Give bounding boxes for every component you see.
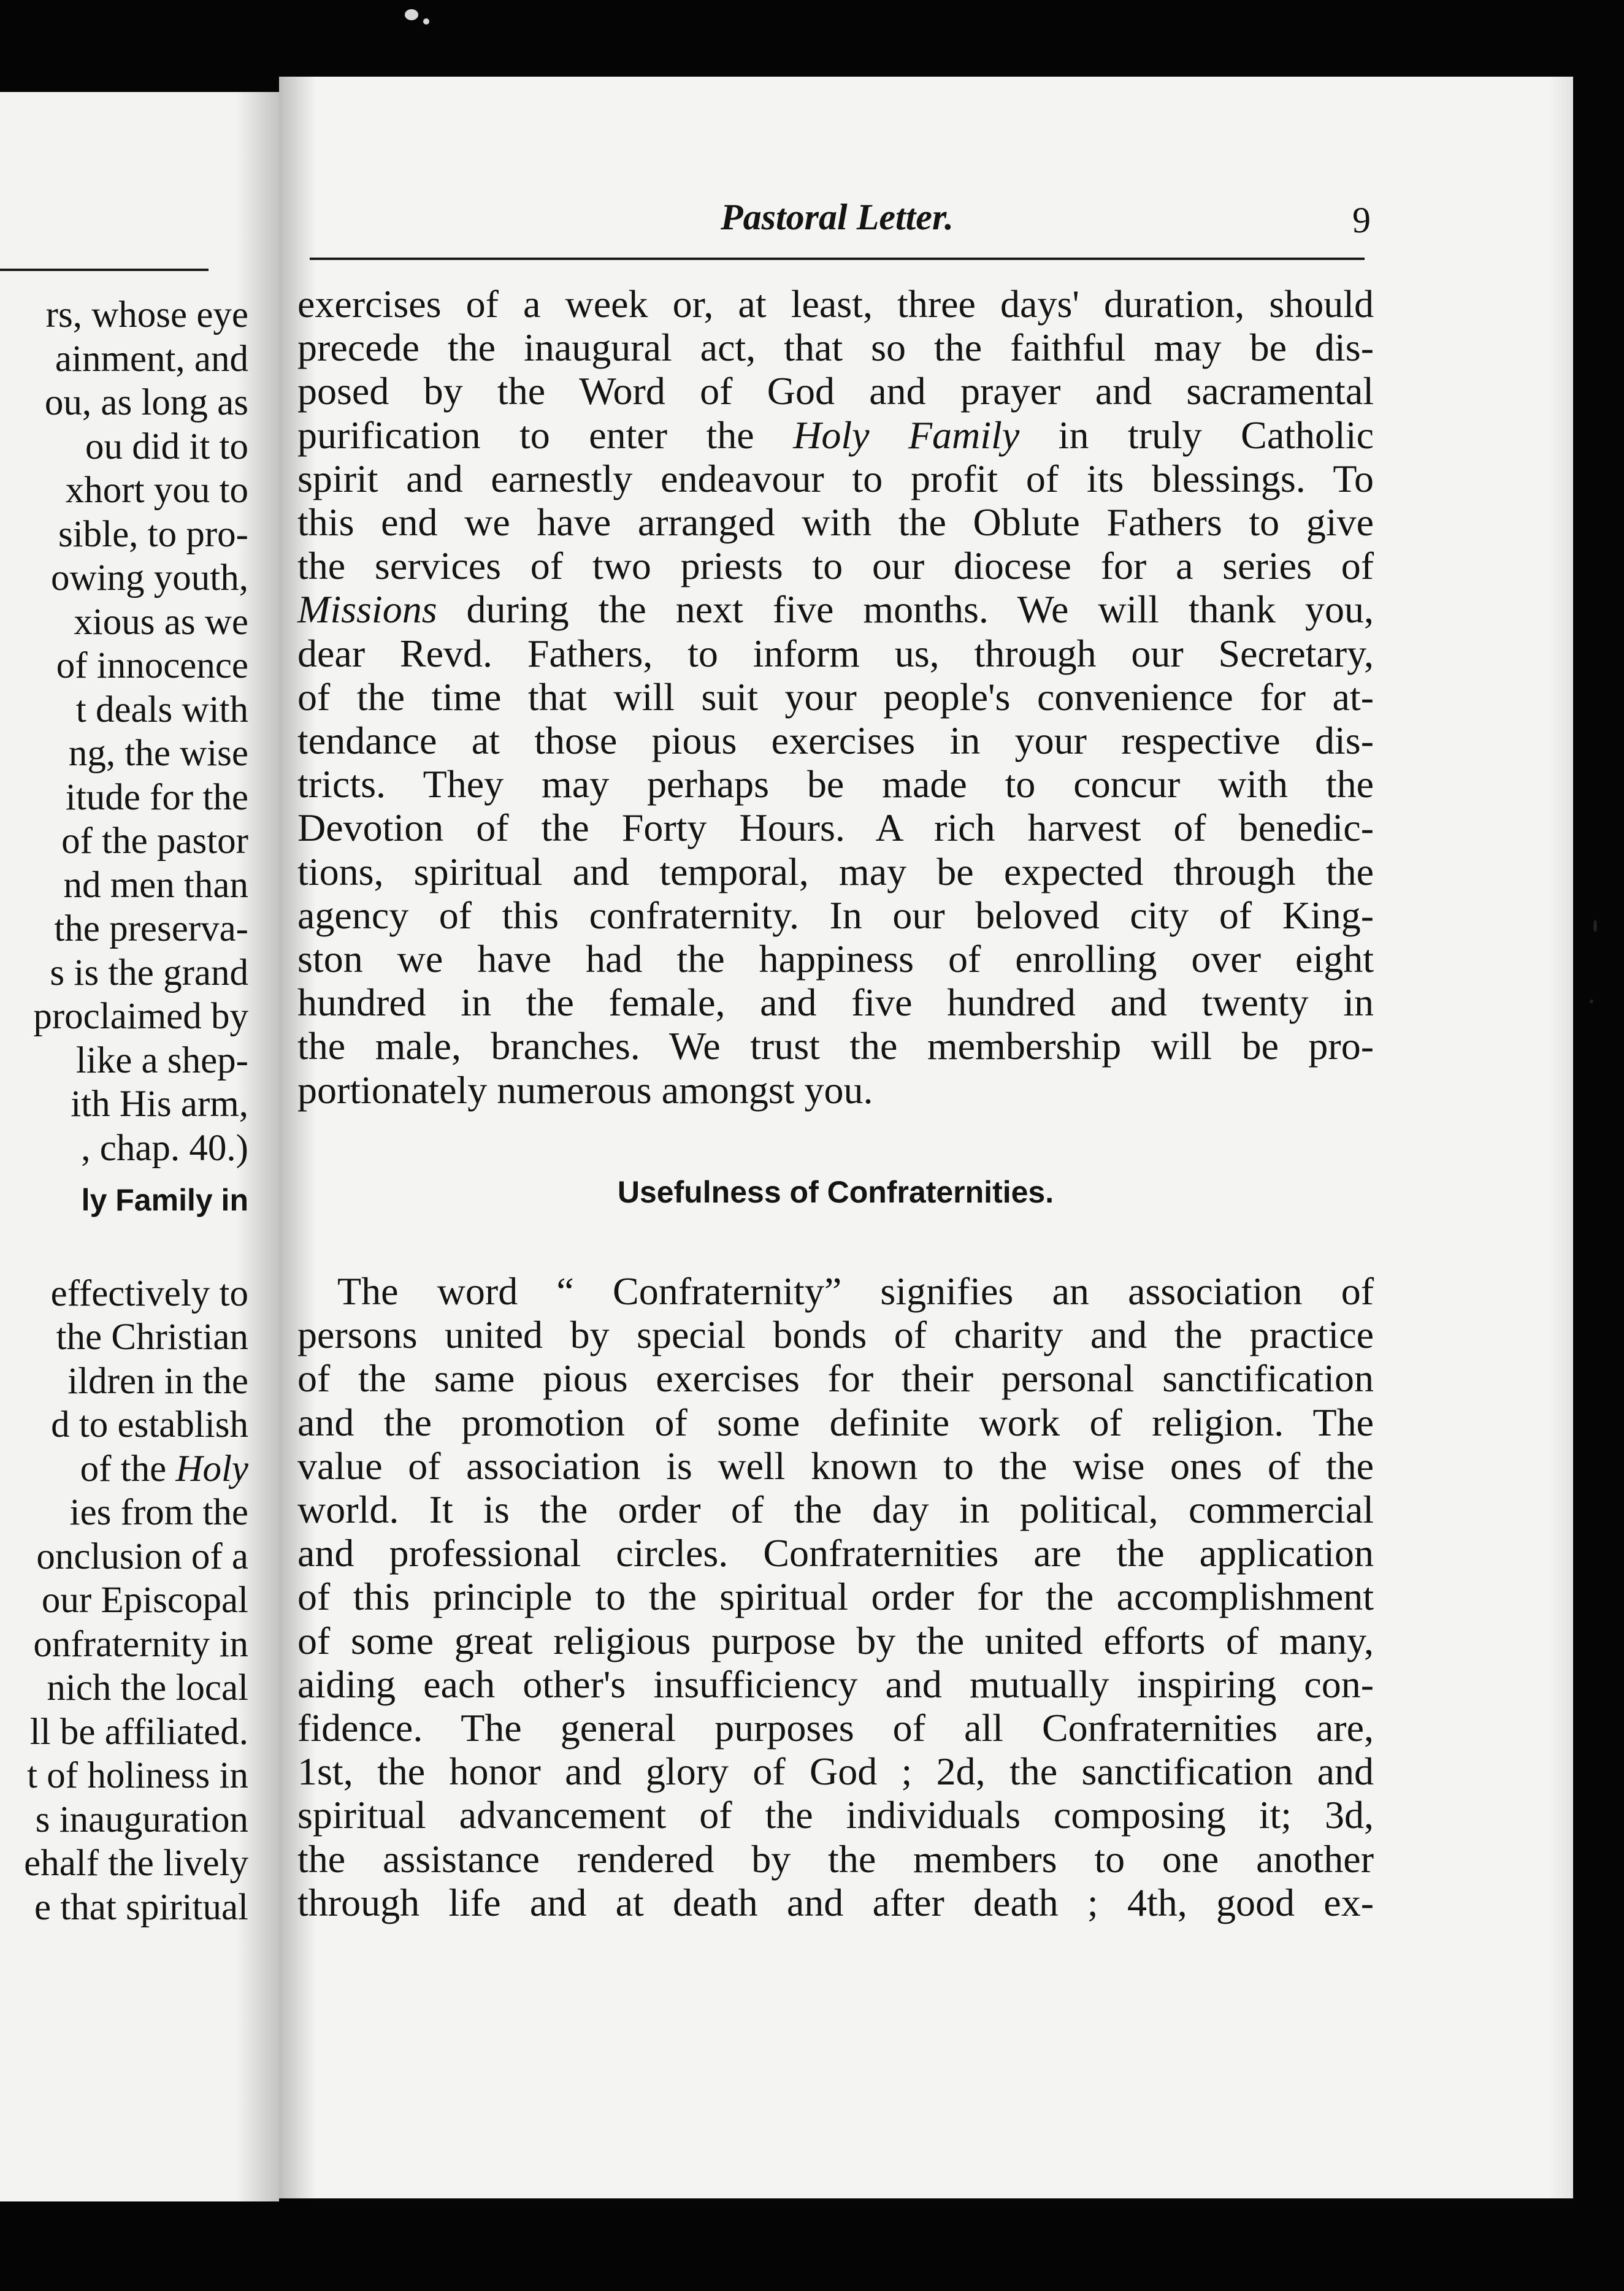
- text-line: 1st, the honor and glory of God ; 2d, the sanctification and: [297, 1750, 1374, 1794]
- scan-speck: [1593, 920, 1597, 932]
- page-9: [279, 77, 1573, 2198]
- page-number: 9: [1352, 200, 1371, 240]
- text-line: and professional circles. Confraternities are the application: [297, 1531, 1374, 1575]
- left-line: xious as we: [74, 601, 248, 643]
- left-line: onclusion of a: [36, 1536, 248, 1577]
- left-line: ll be affiliated.: [29, 1711, 248, 1753]
- text-line: Missions during the next five months. We will thank you,: [297, 587, 1374, 632]
- text-line: aiding each other's insufficiency and mutually inspiring con-: [297, 1662, 1374, 1706]
- text-line: spiritual advancement of the individuals composing it; 3d,: [297, 1793, 1374, 1837]
- left-line: proclaimed by: [33, 996, 248, 1037]
- text-line: tions, spiritual and temporal, may be expected through the: [297, 849, 1374, 893]
- text-line: portionately numerous amongst you.: [297, 1068, 873, 1112]
- text-line: of the same pious exercises for their personal sanctification: [297, 1356, 1374, 1401]
- text-line: of some great religious purpose by the united efforts of many,: [297, 1618, 1374, 1662]
- left-line: ies from the: [69, 1492, 248, 1533]
- header-rule: [310, 258, 1365, 260]
- text-line: posed by the Word of God and prayer and sacramental: [297, 369, 1374, 413]
- text-line: persons united by special bonds of charity and the practice: [297, 1313, 1374, 1357]
- text-line: dear Revd. Fathers, to inform us, through our Secretary,: [297, 631, 1374, 675]
- text-line: this end we have arranged with the Oblute Fathers to give: [297, 500, 1374, 545]
- text-line: fidence. The general purposes of all Confraternities are,: [297, 1706, 1374, 1750]
- left-line: the Christian: [56, 1317, 248, 1358]
- text-line: spirit and earnestly endeavour to profit of its blessings. To: [297, 456, 1374, 500]
- left-line: ou did it to: [85, 426, 248, 467]
- text-line: of this principle to the spiritual order for the accomplishment: [297, 1575, 1374, 1619]
- left-line: of innocence: [56, 645, 248, 686]
- text-line: Devotion of the Forty Hours. A rich harvest of benedic-: [297, 806, 1374, 850]
- left-line: like a shep-: [75, 1039, 248, 1081]
- left-line: ith His arm,: [71, 1084, 248, 1125]
- text-line: through life and at death and after death ; 4th, good ex-: [297, 1880, 1374, 1924]
- left-heading-gap: [0, 1223, 248, 1272]
- text-line: hundred in the female, and five hundred and twenty in: [297, 981, 1374, 1025]
- text-line: of the time that will suit your people's convenience for at-: [297, 675, 1374, 719]
- left-line: the preserva-: [54, 908, 248, 949]
- left-line: ildren in the: [67, 1360, 248, 1402]
- text-line: value of association is well known to the wise ones of the: [297, 1444, 1374, 1488]
- text-line: tricts. They may perhaps be made to concur with the: [297, 762, 1374, 806]
- text-line: the assistance rendered by the members to one another: [297, 1837, 1374, 1881]
- left-line: rs, whose eye: [45, 294, 248, 335]
- scan-speck: [1590, 1000, 1593, 1003]
- text-line: world. It is the order of the day in political, commercial: [297, 1488, 1374, 1532]
- left-page-text: [0, 293, 248, 1929]
- right-page-edge: [1549, 77, 1573, 2198]
- left-line: of the Holy: [80, 1448, 248, 1490]
- text-line: purification to enter the Holy Family in truly Catholic: [297, 413, 1374, 457]
- left-page-rule: [0, 269, 209, 271]
- left-line: of the pastor: [61, 820, 248, 862]
- text-line: ston we have had the happiness of enrolling over eight: [297, 937, 1374, 981]
- left-line: owing youth,: [51, 557, 248, 599]
- facing-page-left: [0, 92, 279, 2201]
- left-line: s inauguration: [35, 1799, 248, 1840]
- paragraph-missions: [297, 282, 1374, 1112]
- left-line: onfraternity in: [33, 1623, 248, 1665]
- left-line: sible, to pro-: [58, 513, 248, 555]
- text-line: agency of this confraternity. In our beloved city of King-: [297, 893, 1374, 937]
- left-line: t deals with: [75, 689, 248, 730]
- left-line: , chap. 40.): [81, 1127, 248, 1169]
- left-line: effectively to: [50, 1272, 248, 1314]
- text-line: the services of two priests to our diocese for a series of: [297, 544, 1374, 588]
- text-line: exercises of a week or, at least, three days' duration, should: [297, 282, 1374, 326]
- left-line: ainment, and: [55, 338, 248, 380]
- scan-speck: [405, 9, 418, 20]
- text-line: The word “ Confraternity” signifies an association of: [337, 1269, 1374, 1313]
- left-line: nd men than: [63, 864, 248, 906]
- left-line: nich the local: [47, 1667, 248, 1708]
- left-line: xhort you to: [65, 470, 248, 511]
- text-line: tendance at those pious exercises in your respective dis-: [297, 719, 1374, 763]
- left-section-heading: ly Family in: [81, 1183, 248, 1217]
- scan-speck: [423, 18, 429, 25]
- paragraph-confraternity: [297, 1269, 1374, 1924]
- text-line: precede the inaugural act, that so the faithful may be dis-: [297, 326, 1374, 370]
- left-line: t of holiness in: [27, 1755, 248, 1796]
- left-line: ng, the wise: [68, 733, 248, 774]
- text-line: the male, branches. We trust the membership will be pro-: [297, 1024, 1374, 1068]
- left-line: d to establish: [51, 1404, 248, 1445]
- text-line: and the promotion of some definite work of religion. The: [297, 1400, 1374, 1444]
- section-heading: Usefulness of Confraternities.: [617, 1175, 1054, 1209]
- left-line: our Episcopal: [41, 1580, 248, 1621]
- left-line: itude for the: [65, 776, 248, 818]
- left-line: ou, as long as: [44, 382, 248, 423]
- left-line: e that spiritual: [34, 1886, 248, 1928]
- running-head: Pastoral Letter.: [721, 197, 954, 237]
- left-line: s is the grand: [50, 952, 248, 993]
- left-line: ehalf the lively: [24, 1843, 248, 1884]
